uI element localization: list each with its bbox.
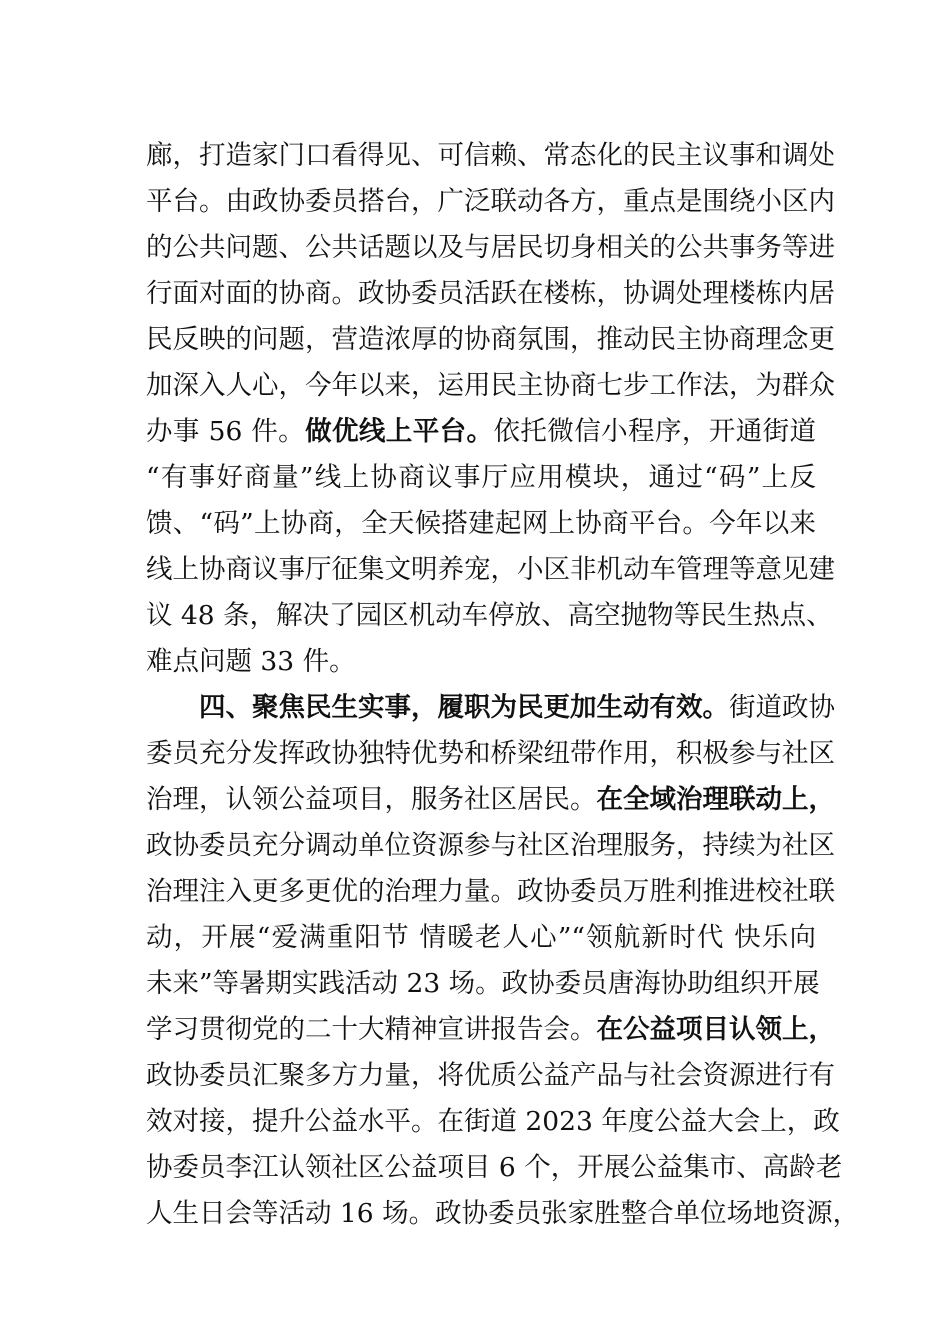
paragraph-line: 廊，打造家门口看得见、可信赖、常态化的民主议事和调处 (146, 140, 835, 171)
bold-heading: 在公益项目认领上， (596, 1014, 835, 1045)
paragraph-line: 四、聚焦民生实事，履职为民更加生动有效。街道政协 (199, 692, 835, 723)
paragraph-line: 协委员李江认领社区公益项目 6 个，开展公益集市、高龄老 (146, 1152, 843, 1183)
paragraph-line: 治理注入更多更优的治理力量。政协委员万胜利推进校社联 (146, 876, 835, 907)
section-heading: 四、聚焦民生实事，履职为民更加生动有效。 (199, 692, 729, 723)
paragraph-line: 馈、“码”上协商，全天候搭建起网上协商平台。今年以来 (146, 508, 816, 539)
paragraph-line: 效对接，提升公益水平。在街道 2023 年度公益大会上，政 (146, 1106, 840, 1137)
paragraph-line: 行面对面的协商。政协委员活跃在楼栋，协调处理楼栋内居 (146, 278, 835, 309)
paragraph-line: 未来”等暑期实践活动 23 场。政协委员唐海协助组织开展 (146, 968, 820, 999)
paragraph-line: 学习贯彻党的二十大精神宣讲报告会。在公益项目认领上， (146, 1014, 835, 1045)
bold-heading: 做优线上平台。 (305, 416, 494, 447)
paragraph-line: 平台。由政协委员搭台，广泛联动各方，重点是围绕小区内 (146, 186, 835, 217)
paragraph-line: 线上协商议事厅征集文明养宠，小区非机动车管理等意见建 (146, 554, 835, 585)
paragraph-line: 政协委员汇聚多方力量，将优质公益产品与社会资源进行有 (146, 1060, 835, 1091)
paragraph-line: 难点问题 33 件。 (146, 646, 356, 677)
paragraph-line: 动，开展“爱满重阳节 情暖老人心”“领航新时代 快乐向 (146, 922, 816, 953)
paragraph-line: “有事好商量”线上协商议事厅应用模块，通过“码”上反 (146, 462, 816, 493)
paragraph-line: 民反映的问题，营造浓厚的协商氛围，推动民主协商理念更 (146, 324, 835, 355)
paragraph-line: 的公共问题、公共话题以及与居民切身相关的公共事务等进 (146, 232, 835, 263)
bold-heading: 在全域治理联动上， (596, 784, 835, 815)
paragraph-line: 议 48 条，解决了园区机动车停放、高空抛物等民生热点、 (146, 600, 833, 631)
paragraph-line: 委员充分发挥政协独特优势和桥梁纽带作用，积极参与社区 (146, 738, 835, 769)
paragraph-line: 人生日会等活动 16 场。政协委员张家胜整合单位场地资源， (146, 1198, 860, 1229)
paragraph-line: 政协委员充分调动单位资源参与社区治理服务，持续为社区 (146, 830, 835, 861)
paragraph-line: 办事 56 件。做优线上平台。依托微信小程序，开通街道 (146, 416, 817, 447)
paragraph-line: 治理，认领公益项目，服务社区居民。在全域治理联动上， (146, 784, 835, 815)
paragraph-line: 加深入人心，今年以来，运用民主协商七步工作法，为群众 (146, 370, 835, 401)
